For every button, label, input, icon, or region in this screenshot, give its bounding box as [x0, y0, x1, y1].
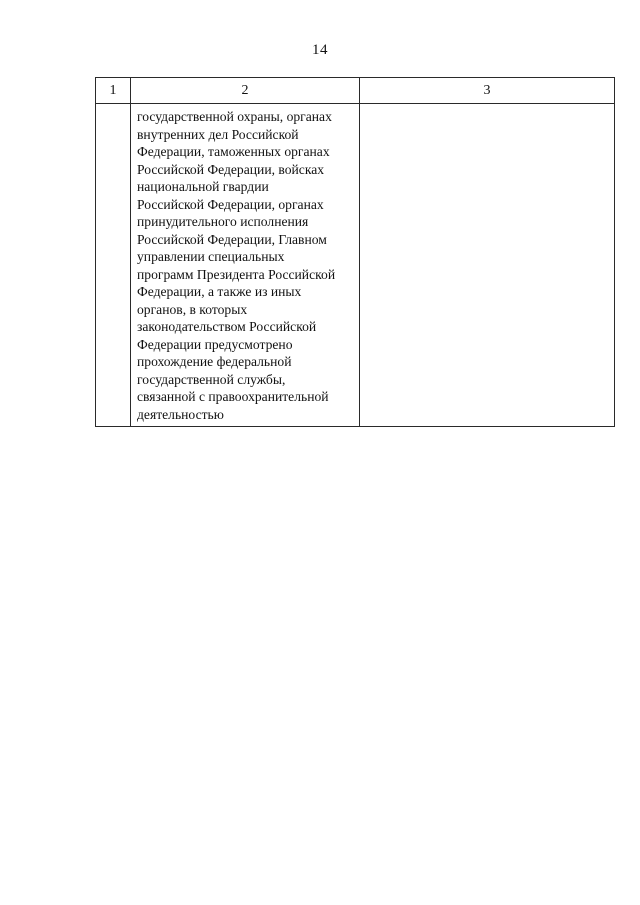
cell-text-line: Федерации, таможенных органах [137, 144, 330, 159]
cell-text-line: Российской Федерации, войсках [137, 161, 325, 177]
cell-text-line: законодательством Российской [137, 319, 317, 334]
column-header-2: 2 [131, 78, 360, 104]
cell-text-line: управлении специальных [137, 249, 285, 264]
table-header-row [96, 78, 615, 104]
document-table [95, 77, 615, 427]
cell-text-line: принудительного исполнения [137, 214, 309, 229]
cell-col-3 [360, 104, 615, 427]
page-number: 14 [312, 42, 328, 58]
cell-col-2-text [131, 104, 359, 426]
cell-text-line: государственной службы, [137, 371, 286, 387]
cell-text-line: Российской Федерации, Главном [137, 231, 327, 247]
cell-text-line: связанной с правоохранительной [137, 389, 329, 404]
cell-text-line: Российской Федерации, органах [137, 196, 324, 212]
cell-col-2 [131, 104, 360, 427]
cell-text-line: органов, в которых [137, 301, 248, 317]
cell-text-line: национальной гвардии [137, 179, 269, 194]
cell-text-line: государственной охраны, органах [137, 109, 332, 124]
cell-text-line: программ Президента Российской [137, 266, 336, 282]
cell-text-line: внутренних дел Российской [137, 126, 299, 142]
cell-col-1 [96, 104, 131, 427]
column-header-1: 1 [96, 78, 131, 104]
column-header-3: 3 [360, 78, 615, 104]
cell-text-line: Федерации предусмотрено [137, 336, 293, 352]
cell-text-line: прохождение федеральной [137, 354, 292, 369]
cell-text-line: Федерации, а также из иных [137, 284, 302, 299]
cell-text-line: деятельностью [137, 406, 224, 422]
table-row [96, 104, 615, 427]
